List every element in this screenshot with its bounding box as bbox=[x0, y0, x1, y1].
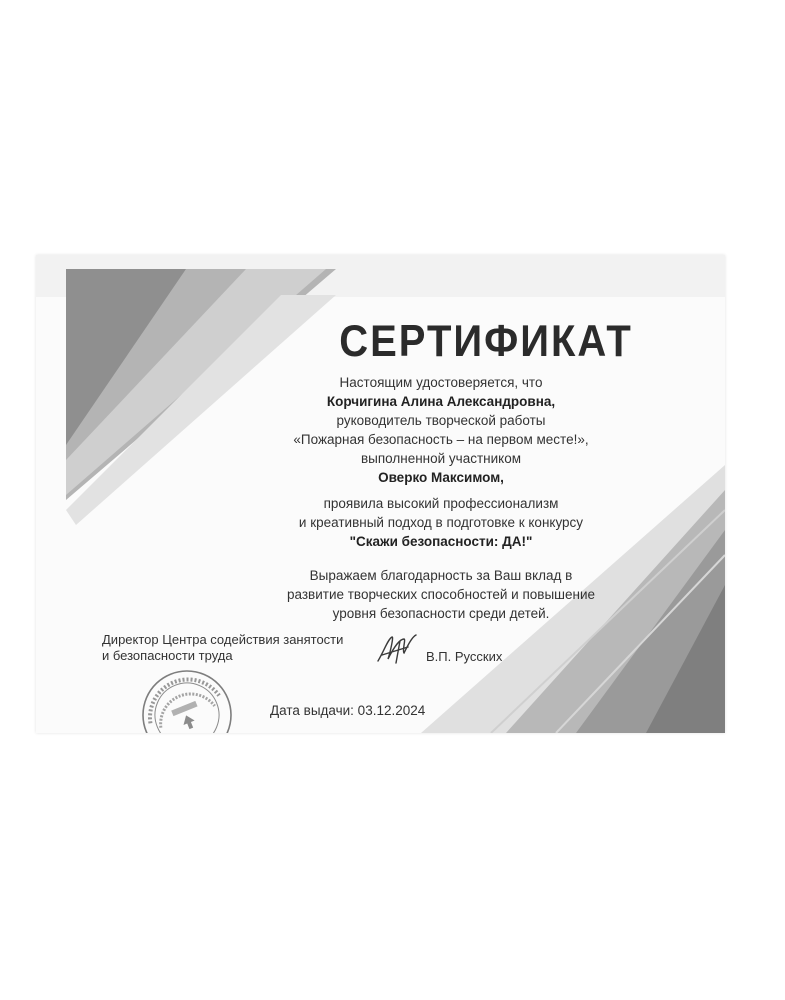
signer-name: В.П. Русских bbox=[426, 649, 503, 664]
certificate-line: Настоящим удостоверяется, что bbox=[339, 375, 543, 390]
certificate-line: проявила высокий профессионализм bbox=[323, 496, 559, 511]
director-title-line2: и безопасности труда bbox=[102, 648, 233, 663]
certificate-line: «Пожарная безопасность – на первом месте!», bbox=[293, 432, 589, 447]
certificate-line: руководитель творческой работы bbox=[336, 413, 546, 428]
certificate-line: развитие творческих способностей и повышение bbox=[287, 587, 595, 602]
stamp-icon bbox=[138, 665, 236, 733]
recipient-name: Корчигина Алина Александровна, bbox=[326, 394, 556, 409]
certificate-line: выполненной участником bbox=[360, 451, 522, 466]
director-title-line1: Директор Центра содействия занятости bbox=[102, 632, 344, 647]
issue-date: Дата выдачи: 03.12.2024 bbox=[270, 703, 426, 718]
certificate-line: и креативный подход в подготовке к конкурсу bbox=[298, 515, 584, 530]
certificate-line: уровня безопасности среди детей. bbox=[332, 606, 550, 621]
contest-name: "Скажи безопасности: ДА!" bbox=[349, 534, 533, 549]
certificate-title: СЕРТИФИКАТ bbox=[339, 317, 633, 367]
participant-name: Оверко Максимом, bbox=[378, 470, 504, 485]
signature-icon bbox=[374, 633, 422, 667]
certificate-sheet bbox=[36, 255, 725, 733]
certificate-line: Выражаем благодарность за Ваш вклад в bbox=[309, 568, 573, 583]
